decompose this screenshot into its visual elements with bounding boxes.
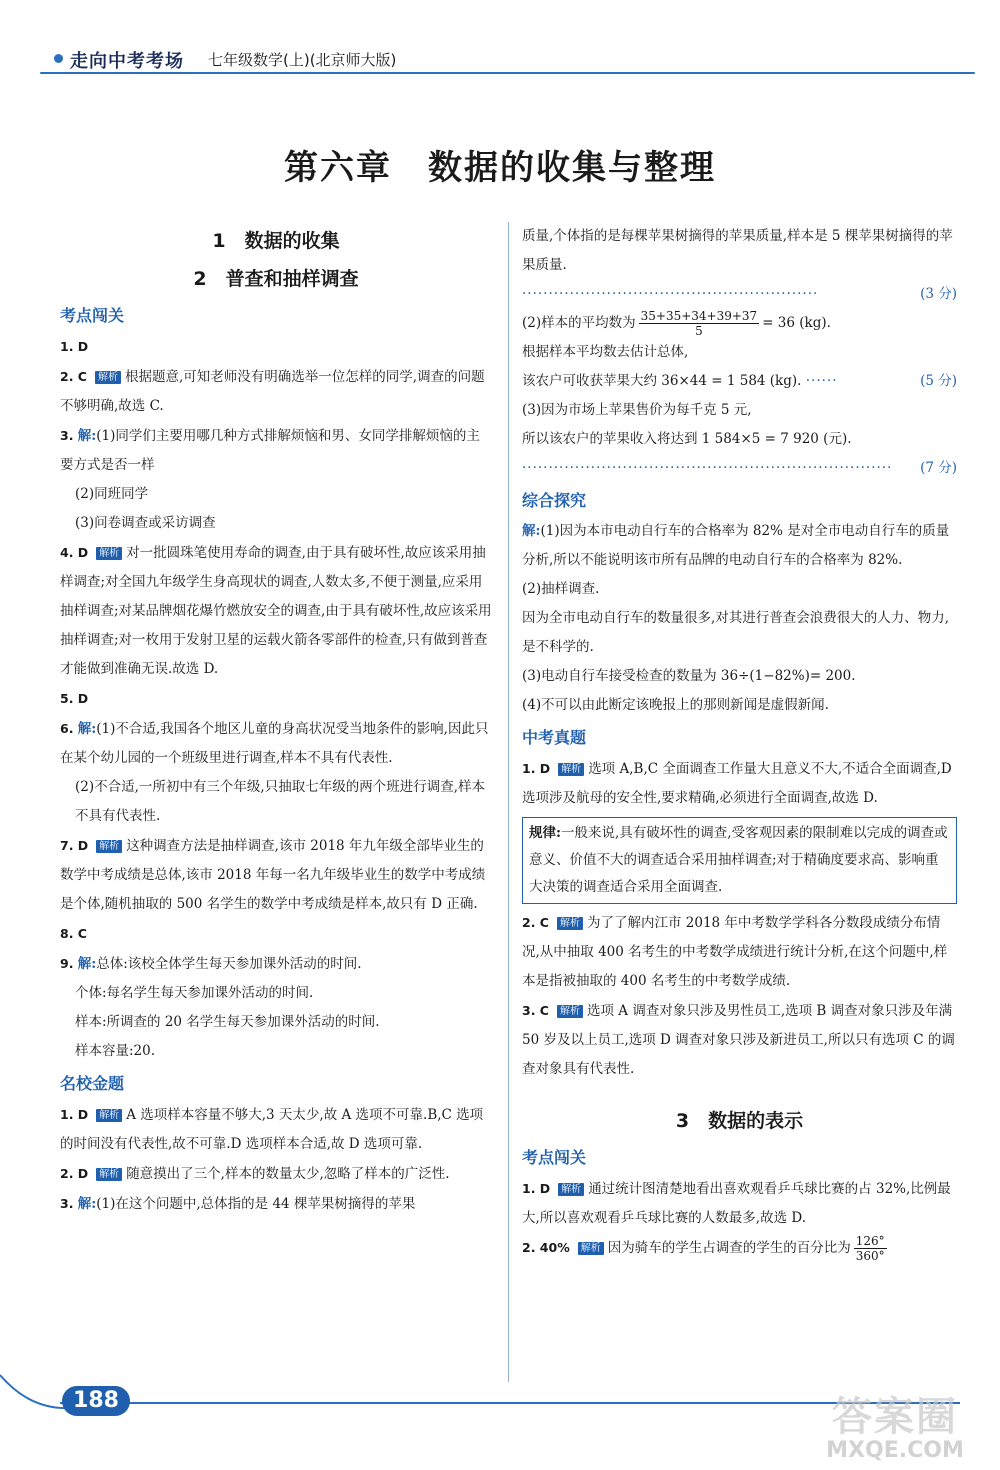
answer-item (60, 714, 492, 773)
block-heading-zonghe: 综合探究 (522, 491, 587, 510)
mean-fraction (639, 309, 760, 338)
score-mark: (3 分) (920, 286, 957, 302)
answer-number: 4. D (60, 545, 89, 560)
answer-item (60, 1100, 492, 1159)
fraction-denominator: 5 (695, 324, 703, 338)
rule-label: 规律: (529, 825, 561, 841)
block-heading-kaodian: 考点闯关 (60, 306, 125, 325)
angle-fraction (854, 1234, 887, 1263)
analysis-tag: 解析 (96, 1109, 122, 1122)
answer-item (60, 949, 492, 979)
section-title-3: 3 数据的表示 (675, 1110, 804, 1132)
block-heading-zhongkao: 中考真题 (522, 728, 587, 747)
header-brand: 走向中考考场 (70, 51, 184, 72)
solution-label: 解: (77, 721, 97, 737)
answer-number: 9. (60, 956, 74, 971)
answer-number: 3. C (522, 1003, 549, 1018)
answer-item (522, 908, 957, 996)
answer-number: 2. C (60, 369, 87, 384)
answer-text: 因为骑车的学生占调查的学生的百分比为 (607, 1240, 851, 1256)
answer-number: 3. (60, 1196, 74, 1211)
analysis-tag: 解析 (557, 1005, 583, 1018)
answer-line: 个体:每名学生每天参加课外活动的时间. (75, 985, 314, 1001)
analysis-tag: 解析 (557, 917, 583, 930)
solution-label: 解: (522, 523, 541, 539)
fraction-numerator: 126° (855, 1234, 885, 1248)
analysis-tag: 解析 (578, 1242, 604, 1255)
leader-dots: ························································ (522, 286, 819, 302)
answer-number: 2. C (522, 915, 549, 930)
answer-line: (2)抽样调查. (522, 581, 600, 597)
answer-number: 6. (60, 721, 74, 736)
answer-item (60, 362, 492, 421)
answer-item (522, 517, 957, 575)
answer-text: 总体:该校全体学生每天参加课外活动的时间. (96, 956, 362, 972)
block-heading-kaodian-2: 考点闯关 (522, 1148, 587, 1167)
answer-line: 所以该农户的苹果收入将达到 1 584×5 = 7 920 (元). (522, 431, 852, 447)
answer-number: 2. D (60, 1166, 89, 1181)
answer-item (60, 684, 492, 714)
answer-number: 1. D (522, 761, 551, 776)
answer-number: 8. C (60, 926, 87, 941)
answer-text: (1)在这个问题中,总体指的是 44 棵苹果树摘得的苹果 (96, 1196, 416, 1212)
answer-text: 随意摸出了三个,样本的数量太少,忽略了样本的广泛性. (126, 1166, 450, 1182)
header-dot-icon (54, 54, 63, 63)
answer-line: (2)不合适,一所初中有三个年级,只抽取七年级的两个班进行调查,样本不具有代表性. (75, 779, 485, 824)
answer-line: (4)不可以由此断定该晚报上的那则新闻是虚假新闻. (522, 697, 829, 713)
answer-line (522, 367, 957, 396)
section-title-2: 2 普查和抽样调查 (193, 268, 359, 290)
answer-text: (1)同学们主要用哪几种方式排解烦恼和男、女同学排解烦恼的主要方式是否一样 (60, 428, 480, 473)
header-rule (40, 72, 975, 74)
fraction-numerator: 35+35+34+39+37 (640, 309, 758, 323)
answer-number: 1. D (60, 1107, 89, 1122)
answer-line: (3)问卷调查或采访调查 (75, 515, 216, 531)
answer-item (522, 754, 957, 813)
chapter-title: 第六章 数据的收集与整理 (284, 148, 716, 188)
answer-text: 为了了解内江市 2018 年中考数学学科各分数段成绩分布情况,从中抽取 400 名考生的中考数学成绩进行统计分析,在这个问题中,样本是指被抽取的 400 名考生的中考数学成绩. (522, 915, 948, 989)
answer-item (60, 332, 492, 362)
analysis-tag: 解析 (95, 371, 121, 384)
answer-item (60, 421, 492, 480)
leader-dots: ······································································ (522, 460, 893, 476)
answer-number: 1. D (522, 1181, 551, 1196)
score-mark: (5 分) (920, 373, 957, 389)
score-line (522, 280, 957, 309)
answer-line: 根据样本平均数去估计总体, (522, 344, 689, 360)
answer-line: (3)电动自行车接受检查的数量为 36÷(1−82%)= 200. (522, 668, 856, 684)
answer-text: 对一批圆珠笔使用寿命的调查,由于具有破坏性,故应该采用抽样调查;对全国九年级学生身高现状的调查,人数太多,不便于测量,应采用抽样调查;对某品牌烟花爆竹燃放安全的调查,由于具有破坏性,故应该采用抽样调查;对一枚用于发射卫星的运载火箭各零部件的检查,只有做到普查才能做到准确无误.故选 D. (60, 545, 492, 677)
analysis-tag: 解析 (558, 763, 584, 776)
score-mark: (7 分) (920, 460, 957, 476)
answer-number: 7. D (60, 838, 89, 853)
answer-text: 选项 A 调查对象只涉及男性员工,选项 B 调查对象只涉及年满 50 岁及以上员工,选项 D 调查对象只涉及新进员工,所以只有选项 C 的调查对象具有代表性. (522, 1003, 955, 1077)
analysis-tag: 解析 (96, 840, 122, 853)
answer-line: 因为全市电动自行车的数量很多,对其进行普查会浪费很大的人力、物力,是不科学的. (522, 610, 950, 655)
answer-item (60, 1189, 492, 1219)
score-line (522, 454, 957, 483)
answer-item (522, 1174, 957, 1233)
rule-box (522, 817, 957, 904)
watermark-title: 答案圈 (832, 1394, 958, 1440)
answer-line: (2)同班同学 (75, 486, 149, 502)
answer-text: 这种调查方法是抽样调查,该市 2018 年九年级全部毕业生的数学中考成绩是总体,该市 2018 年每一名九年级毕业生的数学中考成绩是个体,随机抽取的 500 名学生的数学中考成绩是样本,故只有 D 正确. (60, 838, 486, 912)
analysis-tag: 解析 (558, 1183, 584, 1196)
answer-item (522, 1233, 957, 1263)
block-heading-mingxiao: 名校金题 (60, 1074, 125, 1093)
solution-label: 解: (77, 428, 97, 444)
leader-dots: ······ (805, 373, 838, 389)
answer-text: A 选项样本容量不够大,3 天太少,故 A 选项不可靠.B,C 选项的时间没有代表性,故不可靠.D 选项样本合适,故 D 选项可靠. (60, 1107, 484, 1152)
answer-text: 该农户可收获苹果大约 36×44 = 1 584 (kg). (522, 373, 802, 389)
answer-text: (1)因为本市电动自行车的合格率为 82% 是对全市电动自行车的质量分析,所以不能说明该市所有品牌的电动自行车的合格率为 82%. (522, 523, 950, 568)
formula-prefix: (2)样本的平均数为 (522, 315, 636, 331)
page-number: 188 (62, 1386, 130, 1416)
right-column (522, 222, 957, 1263)
answer-line: 质量,个体指的是每棵苹果树摘得的苹果质量,样本是 5 棵苹果树摘得的苹果质量. (522, 228, 953, 273)
answer-text: 选项 A,B,C 全面调查工作量大且意义不大,不适合全面调查,D 选项涉及航母的安全性,要求精确,必须进行全面调查,故选 D. (522, 761, 952, 806)
rule-text: 一般来说,具有破坏性的调查,受客观因素的限制难以完成的调查或意义、价值不大的调查适合采用抽样调查;对于精确度要求高、影响重大决策的调查适合采用全面调查. (529, 825, 948, 895)
analysis-tag: 解析 (96, 1168, 122, 1181)
header-subtitle: 七年级数学(上)(北京师大版) (208, 51, 397, 69)
column-divider (508, 222, 509, 1382)
answer-number: 5. D (60, 691, 89, 706)
left-column (60, 222, 492, 1219)
answer-text: (1)不合适,我国各个地区儿童的身高状况受当地条件的影响,因此只在某个幼儿园的一个班级里进行调查,样本不具有代表性. (60, 721, 489, 766)
answer-number: 1. D (60, 339, 89, 354)
answer-number: 3. (60, 428, 74, 443)
answer-text: 通过统计图清楚地看出喜欢观看乒乓球比赛的占 32%,比例最大,所以喜欢观看乒乓球比赛的人数最多,故选 D. (522, 1181, 951, 1226)
fraction-denominator: 360° (855, 1249, 885, 1263)
answer-line: 样本:所调查的 20 名学生每天参加课外活动的时间. (75, 1014, 380, 1030)
watermark-logo (800, 1395, 990, 1463)
solution-label: 解: (77, 1196, 97, 1212)
formula-line (522, 309, 957, 338)
answer-text: 根据题意,可知老师没有明确选举一位怎样的同学,调查的问题不够明确,故选 C. (60, 369, 485, 414)
answer-item (60, 538, 492, 684)
answer-item (60, 919, 492, 949)
answer-item (522, 996, 957, 1084)
answer-number: 2. 40% (522, 1240, 570, 1255)
analysis-tag: 解析 (96, 547, 122, 560)
formula-suffix: = 36 (kg). (762, 315, 831, 331)
page-header (40, 40, 975, 80)
answer-item (60, 1159, 492, 1189)
watermark-url: MXQE.COM (826, 1438, 964, 1463)
answer-line: 样本容量:20. (75, 1043, 156, 1059)
section-title-1: 1 数据的收集 (212, 230, 340, 252)
solution-label: 解: (77, 956, 97, 972)
answer-item (60, 831, 492, 919)
answer-line: (3)因为市场上苹果售价为每千克 5 元, (522, 402, 752, 418)
